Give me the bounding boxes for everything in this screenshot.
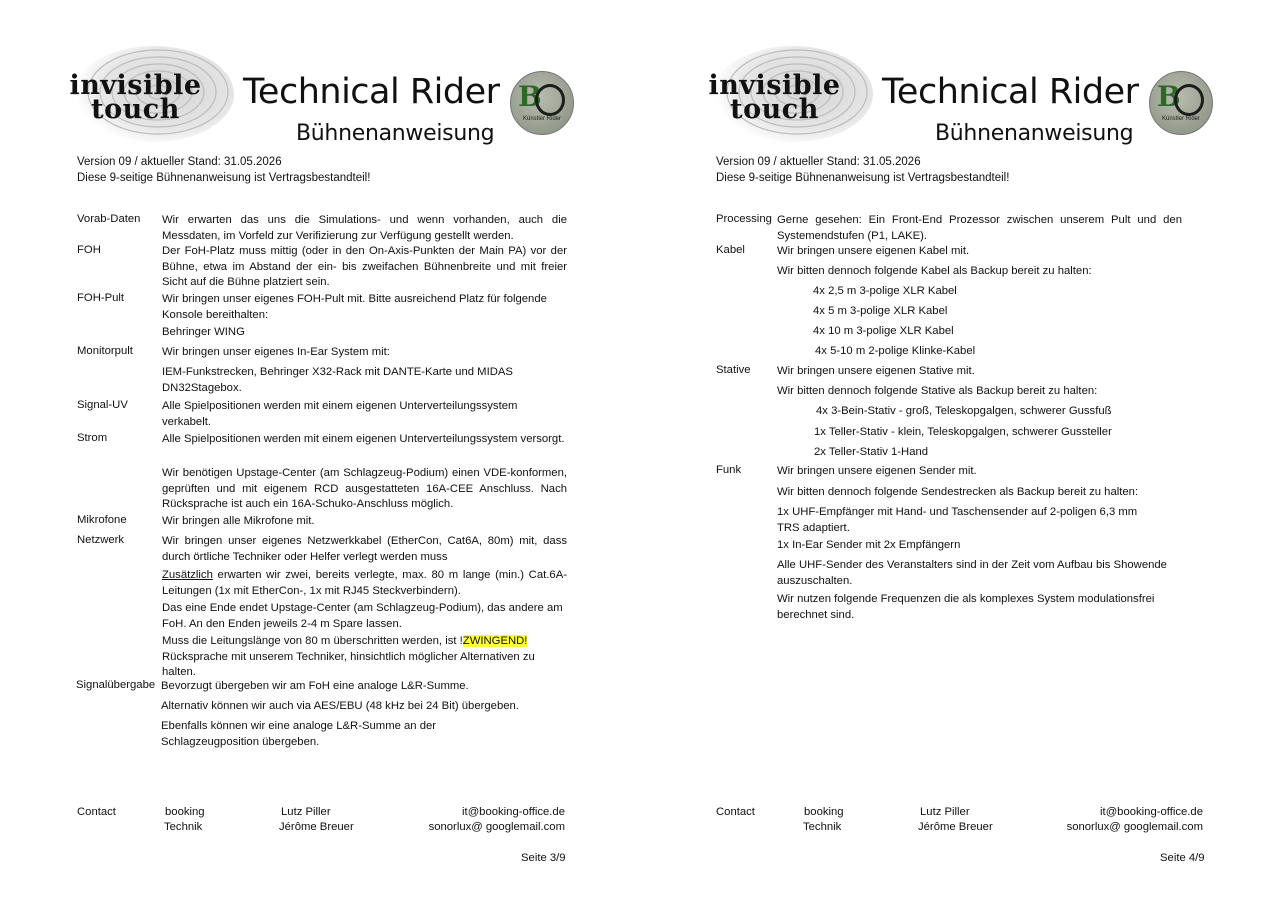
contact-name-1: Lutz Piller bbox=[281, 806, 331, 818]
contact-role-booking: booking bbox=[165, 806, 205, 818]
version-line: Version 09 / aktueller Stand: 31.05.2026 bbox=[77, 156, 282, 168]
text-foh-pult: Wir bringen unser eigenes FOH-Pult mit. Bitte ausreichend Platz für folgende Konsole bereithalten: bbox=[162, 293, 547, 321]
contact-label: Contact bbox=[716, 806, 755, 818]
logo-line1: invisible bbox=[708, 70, 841, 101]
contact-email-1[interactable]: it@booking-office.de bbox=[462, 806, 565, 818]
label-signal-uv: Signal-UV bbox=[77, 399, 128, 411]
label-signaluebergabe: Signalübergabe bbox=[76, 679, 156, 691]
contract-notice: Diese 9-seitige Bühnenanweisung ist Vertragsbestandteil! bbox=[716, 172, 1010, 184]
version-info bbox=[716, 154, 1009, 186]
label-monitor: Monitorpult bbox=[77, 345, 133, 357]
list-item: 4x 2,5 m 3-polige XLR Kabel bbox=[813, 285, 957, 297]
text-netzwerk-1: Wir bringen unser eigenes Netzwerkkabel (EtherCon, Cat6A, 80m) mit, dass durch örtliche Techniker oder Helfer verlegt werden muss bbox=[162, 535, 567, 563]
text-funk-1: Wir bringen unsere eigenen Sender mit. bbox=[777, 465, 977, 477]
contact-email-2[interactable]: sonorlux@ googlemail.com bbox=[428, 821, 565, 833]
contact-email-2[interactable]: sonorlux@ googlemail.com bbox=[1066, 821, 1203, 833]
label-foh: FOH bbox=[77, 244, 101, 256]
page-subtitle: Bühnenanweisung bbox=[935, 121, 1134, 146]
text-vorab: Wir erwarten das uns die Simulations- und wenn vorhanden, auch die Messdaten, im Vorfeld zur Verifizierung zur Verfügung gestellt werden. bbox=[162, 214, 567, 242]
text-mikrofone: Wir bringen alle Mikrofone mit. bbox=[162, 515, 315, 527]
logo-line2: touch bbox=[730, 94, 819, 125]
headset-icon bbox=[1174, 84, 1204, 116]
logo-wordmark bbox=[697, 70, 852, 125]
text-stative-2: Wir bitten dennoch folgende Stative als Backup bereit zu halten: bbox=[777, 385, 1098, 397]
text-funk-2: Wir bitten dennoch folgende Sendestrecken als Backup bereit zu halten: bbox=[777, 486, 1139, 498]
text-netzwerk-3: Das eine Ende endet Upstage-Center (am Schlagzeug-Podium), das andere am FoH. An den Enden jeweils 2-4 m Spare lassen. bbox=[162, 602, 563, 630]
text-kabel-2: Wir bitten dennoch folgende Kabel als Backup bereit zu halten: bbox=[777, 265, 1092, 277]
contact-name-2: Jérôme Breuer bbox=[279, 821, 354, 833]
list-item: 4x 5 m 3-polige XLR Kabel bbox=[813, 305, 948, 317]
version-info bbox=[77, 154, 370, 186]
text-foh: Der FoH-Platz muss mittig (oder in den On-Axis-Punkten der Main PA) vor der Bühne, etwa im Abstand der ein- bis zweifachen Bühnenbreite und mit freier Sicht auf die Bühne platziert sein. bbox=[162, 245, 567, 289]
text-monitor: Wir bringen unser eigenes In-Ear System mit: bbox=[162, 346, 390, 358]
contact-role-booking: booking bbox=[804, 806, 844, 818]
page-subtitle: Bühnenanweisung bbox=[296, 121, 495, 146]
label-foh-pult: FOH-Pult bbox=[77, 292, 125, 304]
badge-caption: Künstler Rider bbox=[522, 116, 561, 122]
logo-wordmark bbox=[58, 70, 213, 125]
logo-line2: touch bbox=[91, 94, 180, 125]
list-item: 4x 10 m 3-polige XLR Kabel bbox=[813, 325, 954, 337]
text-netzwerk-4 bbox=[162, 634, 567, 681]
logo-line1: invisible bbox=[69, 70, 202, 101]
badge-caption: Künstler Rider bbox=[1161, 116, 1200, 122]
text-kabel-1: Wir bringen unsere eigenen Kabel mit. bbox=[777, 245, 970, 257]
page-number: Seite 4/9 bbox=[1160, 852, 1205, 864]
text-strom-2: Wir benötigen Upstage-Center (am Schlagzeug-Podium) einen VDE-konformen, geprüften und mit eigenem RCD ausgestatteten 16A-CEE Anschluss. Nach Rücksprache ist auch ein 16A-Schuko-Anschluss möglich. bbox=[162, 467, 567, 511]
page-title: Technical Rider bbox=[882, 72, 1139, 112]
label-netzwerk: Netzwerk bbox=[77, 534, 125, 546]
text-sig-2: Alternativ können wir auch via AES/EBU (48 kHz bei 24 Bit) übergeben. bbox=[161, 700, 519, 712]
list-item: 2x Teller-Stativ 1-Hand bbox=[814, 446, 929, 458]
badge-letter: B bbox=[1157, 80, 1181, 113]
label-mikrofone: Mikrofone bbox=[77, 514, 127, 526]
text-stative-1: Wir bringen unsere eigenen Stative mit. bbox=[777, 365, 975, 377]
text-netzwerk-2-rest: erwarten wir zwei, bereits verlegte, max. 80 m lange (min.) Cat.6A-Leitungen (1x mit EtherCon-, 1x mit RJ45 Steckverbindern). bbox=[162, 569, 567, 597]
underlined-zusaetzlich: Zusätzlich bbox=[162, 569, 213, 581]
badge-letter: B bbox=[518, 80, 542, 113]
page-title: Technical Rider bbox=[243, 72, 500, 112]
label-vorab: Vorab-Daten bbox=[77, 213, 141, 225]
text-netzwerk-4-pre: Muss die Leitungslänge von 80 m überschritten werden, ist ! bbox=[162, 635, 463, 647]
highlight-zwingend: ZWINGEND! bbox=[462, 635, 528, 647]
text-sig-3: Ebenfalls können wir eine analoge L&R-Summe an der Schlagzeugposition übergeben. bbox=[161, 720, 437, 748]
invisible-touch-logo bbox=[697, 44, 873, 142]
contract-notice: Diese 9-seitige Bühnenanweisung ist Vertragsbestandteil! bbox=[77, 172, 371, 184]
contact-name-1: Lutz Piller bbox=[920, 806, 970, 818]
contact-name-2: Jérôme Breuer bbox=[918, 821, 993, 833]
label-kabel: Kabel bbox=[716, 244, 745, 256]
bc-badge-logo bbox=[1149, 71, 1213, 135]
text-funk-6: Wir nutzen folgende Frequenzen die als komplexes System modulationsfrei berechnet sind. bbox=[777, 593, 1155, 621]
label-funk: Funk bbox=[716, 464, 742, 476]
contact-email-1[interactable]: it@booking-office.de bbox=[1100, 806, 1203, 818]
page-number: Seite 3/9 bbox=[521, 852, 566, 864]
text-funk-5: Alle UHF-Sender des Veranstalters sind in der Zeit vom Aufbau bis Showende auszuschalten. bbox=[777, 559, 1167, 587]
list-item: 4x 3-Bein-Stativ - groß, Teleskopgalgen, schwerer Gussfuß bbox=[816, 405, 1112, 417]
label-stative: Stative bbox=[716, 364, 751, 376]
text-processing: Gerne gesehen: Ein Front-End Prozessor zwischen unserem Pult und den Systemendstufen (P1, LAKE). bbox=[777, 214, 1182, 242]
contact-role-technik: Technik bbox=[803, 821, 842, 833]
contact-role-technik: Technik bbox=[164, 821, 203, 833]
version-line: Version 09 / aktueller Stand: 31.05.2026 bbox=[716, 156, 921, 168]
list-item: 1x Teller-Stativ - klein, Teleskopgalgen, schwerer Gussteller bbox=[814, 426, 1112, 438]
text-signal-uv: Alle Spielpositionen werden mit einem eigenen Unterverteilungssystem verkabelt. bbox=[162, 400, 518, 428]
label-strom: Strom bbox=[77, 432, 108, 444]
label-processing: Processing bbox=[716, 213, 772, 225]
text-funk-4: 1x In-Ear Sender mit 2x Empfängern bbox=[777, 539, 961, 551]
text-strom: Alle Spielpositionen werden mit einem eigenen Unterverteilungssystem versorgt. bbox=[162, 433, 565, 445]
text-foh-console: Behringer WING bbox=[162, 326, 245, 338]
page-4 bbox=[639, 0, 1279, 905]
text-netzwerk-2 bbox=[162, 568, 567, 599]
text-monitor-items: IEM-Funkstrecken, Behringer X32-Rack mit DANTE-Karte und MIDAS DN32Stagebox. bbox=[162, 366, 513, 394]
text-sig-1: Bevorzugt übergeben wir am FoH eine analoge L&R-Summe. bbox=[161, 680, 469, 692]
text-netzwerk-4-post: Rücksprache mit unserem Techniker, hinsichtlich möglicher Alternativen zu halten. bbox=[162, 650, 535, 679]
text-funk-3: 1x UHF-Empfänger mit Hand- und Taschensender auf 2-poligen 6,3 mm TRS adaptiert. bbox=[777, 506, 1138, 534]
contact-label: Contact bbox=[77, 806, 116, 818]
bc-badge-logo bbox=[510, 71, 574, 135]
list-item: 4x 5-10 m 2-polige Klinke-Kabel bbox=[815, 345, 976, 357]
invisible-touch-logo bbox=[58, 44, 234, 142]
headset-icon bbox=[535, 84, 565, 116]
